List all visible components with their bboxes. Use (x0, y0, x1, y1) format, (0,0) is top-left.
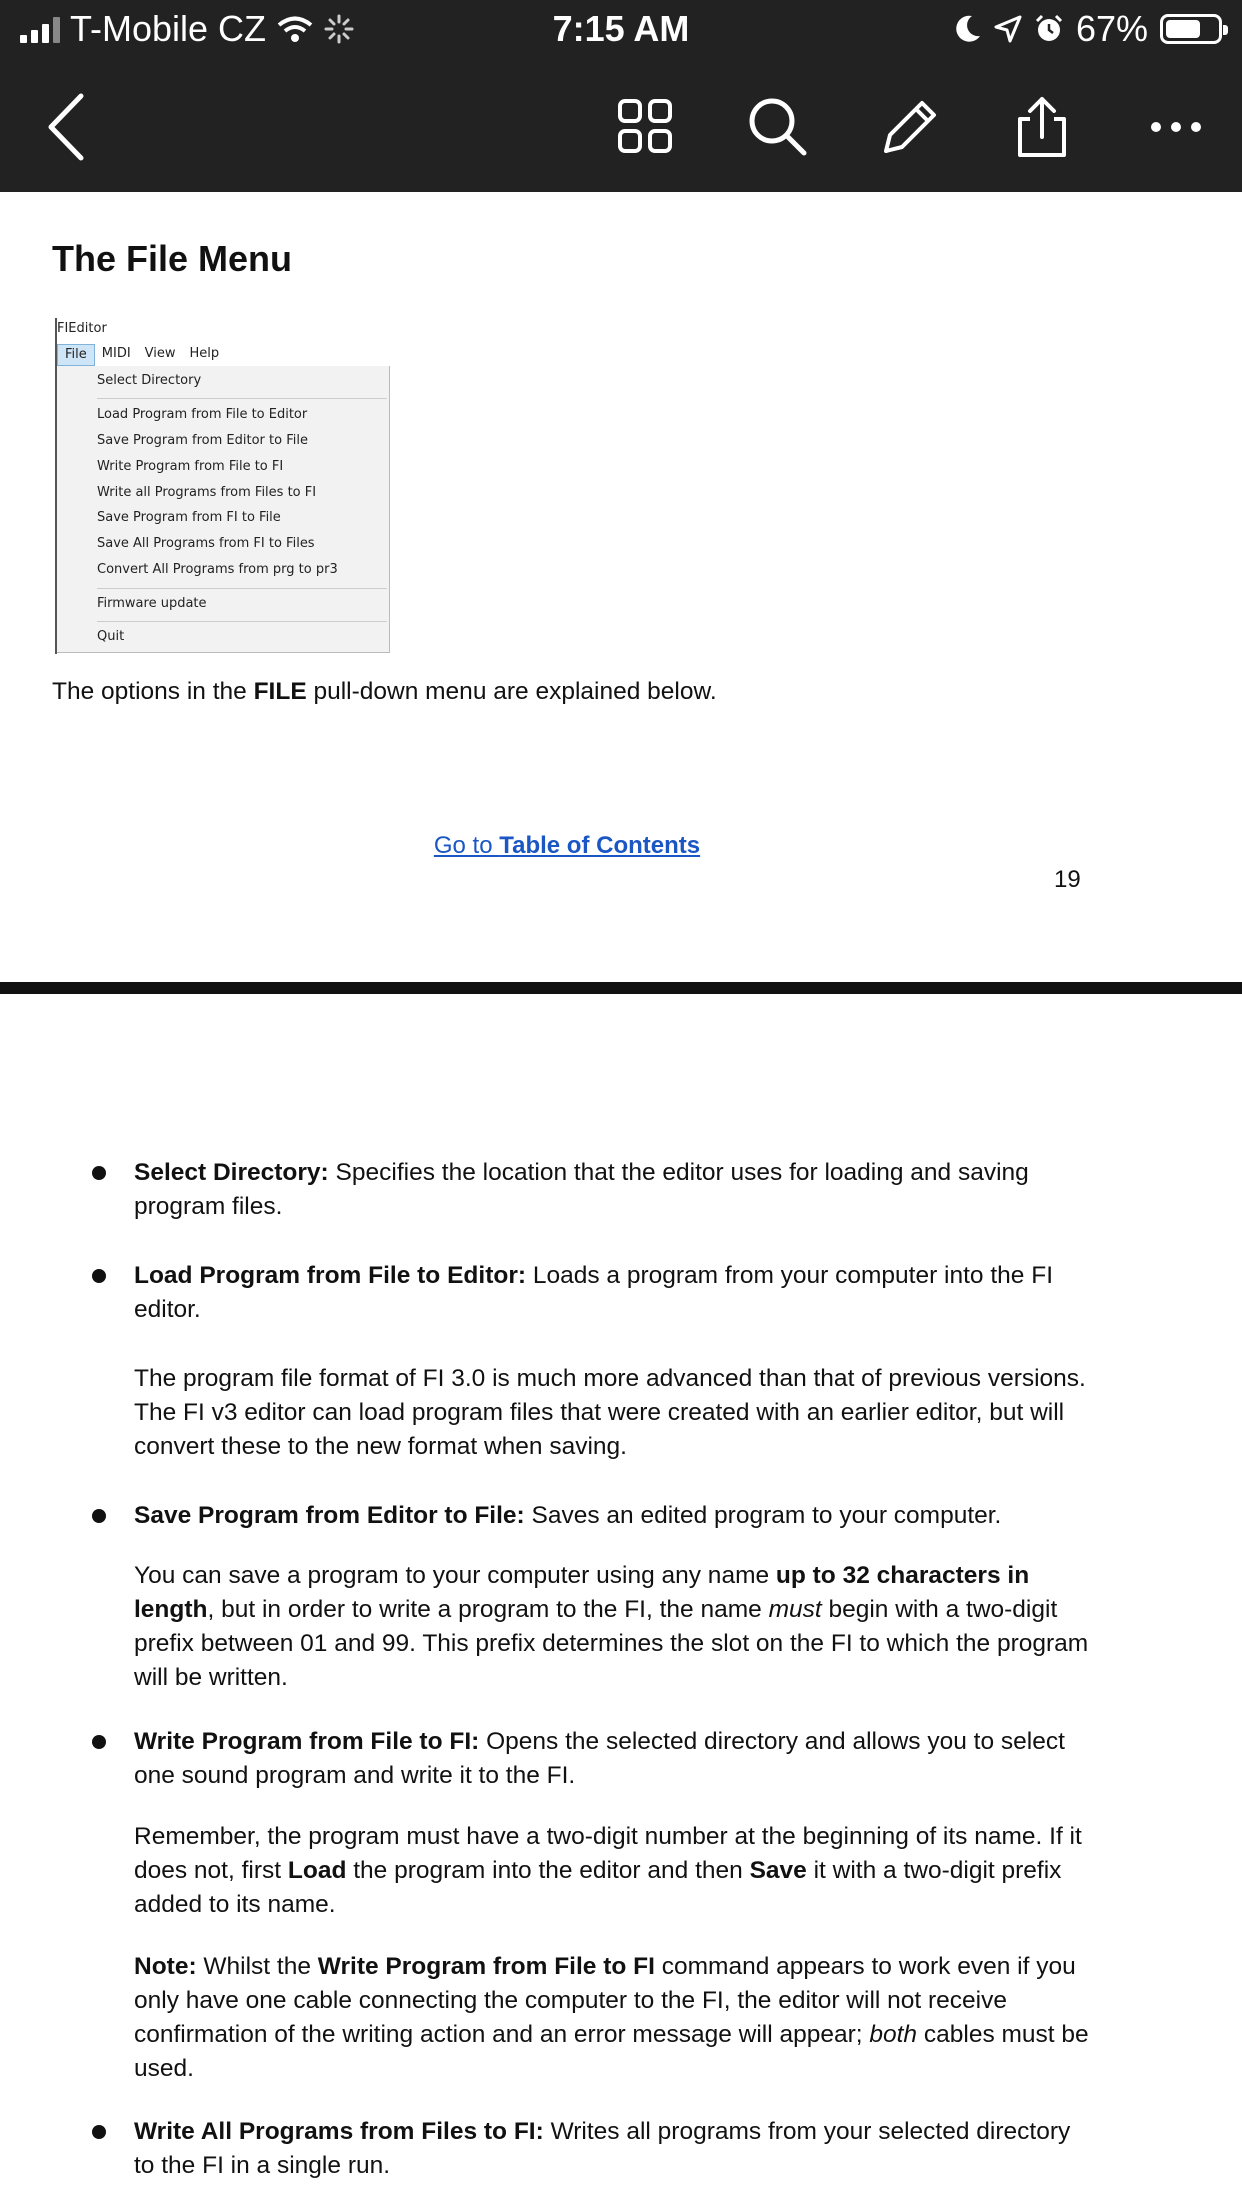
clock: 7:15 AM (552, 8, 690, 49)
search-button[interactable] (738, 87, 818, 167)
annotate-button[interactable] (870, 87, 950, 167)
note-label: Note: (134, 1953, 197, 1980)
battery-icon (1160, 14, 1222, 44)
menu-separator (97, 621, 387, 622)
menu-item: Firmware update (97, 596, 207, 611)
page-separator (0, 982, 1242, 994)
list-item (134, 1156, 1094, 1224)
list-item (134, 1725, 1094, 1793)
item-desc: Specifies the location that the editor uses for loading and saving program files. (134, 1159, 1029, 1220)
file-menu-screenshot (55, 318, 391, 654)
bullet-dot (92, 1509, 106, 1523)
file-dropdown (57, 366, 390, 653)
item-term: Save Program from Editor to File: (134, 1502, 525, 1529)
menu-item: Save All Programs from FI to Files (97, 536, 315, 551)
menu-item: Save Program from Editor to File (97, 433, 308, 448)
toc-link-prefix: Go to (433, 832, 500, 859)
item-desc: Writes all programs from your selected directory to the FI in a single run. (134, 2118, 1071, 2179)
more-icon (1148, 117, 1204, 137)
more-button[interactable] (1136, 87, 1216, 167)
menu-item: Write Program from File to FI (97, 459, 284, 474)
page-number: 19 (1054, 866, 1081, 893)
menu-view: View (144, 346, 176, 361)
para-text: Remember, the program must have a two-digit number at the beginning of its name. If it does not, first (134, 1823, 1082, 1884)
para-text: You can save a program to your computer using any name (134, 1562, 776, 1589)
list-item (134, 1499, 1094, 1533)
menu-item: Write all Programs from Files to FI (97, 485, 317, 500)
para-text: it with a two-digit prefix added to its name. (134, 1857, 1062, 1918)
intro-bold: FILE (253, 678, 307, 705)
intro-text-end: pull-down menu are explained below. (306, 678, 717, 705)
menu-item: Quit (97, 629, 125, 644)
item-term: Load Program from File to Editor: (134, 1262, 527, 1289)
item-desc: Opens the selected directory and allows you to select one sound program and write it to the FI. (134, 1728, 1065, 1789)
menu-file: File (57, 344, 95, 366)
menu-help: Help (189, 346, 220, 361)
status-right (954, 8, 1222, 50)
note-paragraph (134, 1950, 1094, 2086)
bullet-dot (92, 1735, 106, 1749)
bullet-dot (92, 2125, 106, 2139)
list-item (134, 1259, 1094, 1327)
bullet-dot (92, 1269, 106, 1283)
section-heading: The File Menu (52, 238, 293, 279)
para-italic: must (768, 1596, 822, 1623)
para-text: Whilst the (196, 1953, 318, 1980)
menu-separator (97, 588, 387, 589)
intro-paragraph (52, 675, 717, 709)
item-desc: Loads a program from your computer into the FI editor. (134, 1262, 1054, 1323)
pencil-icon (878, 95, 942, 159)
toc-link-bold: Table of Contents (499, 832, 701, 859)
menu-separator (97, 398, 387, 399)
menu-item: Select Directory (97, 373, 202, 388)
item-term: Select Directory: (134, 1159, 329, 1186)
toc-link[interactable] (0, 832, 1134, 860)
list-item-paragraph (134, 1820, 1094, 1922)
menu-item: Load Program from File to Editor (97, 407, 308, 422)
item-term: Write Program from File to FI: (134, 1728, 480, 1755)
bullet-dot (92, 1166, 106, 1180)
list-item (134, 2115, 1094, 2183)
status-bar (0, 0, 1242, 62)
para-text: the program into the editor and then (346, 1857, 750, 1884)
menu-midi: MIDI (101, 346, 131, 361)
menu-item: Convert All Programs from prg to pr3 (97, 562, 338, 577)
thumbnails-button[interactable] (606, 87, 686, 167)
list-item-paragraph (134, 1559, 1094, 1695)
moon-icon (954, 14, 982, 44)
app-title: FIEditor (57, 321, 107, 336)
back-button[interactable] (26, 87, 106, 167)
para-text: begin with a two-digit prefix between 01 and 99. This prefix determines the slot on the FI to which the program will be written. (134, 1596, 1089, 1691)
share-icon (1010, 95, 1074, 159)
menubar (57, 344, 226, 366)
reader-toolbar (0, 62, 1242, 192)
para-text: , but in order to write a program to the FI, the name (207, 1596, 769, 1623)
location-arrow-icon (994, 15, 1022, 43)
para-italic: both (869, 2021, 918, 2048)
para-bold: Save (749, 1857, 807, 1884)
battery-percent: 67% (1075, 8, 1148, 49)
item-term: Write All Programs from Files to FI: (134, 2118, 544, 2145)
alarm-icon (1034, 14, 1064, 44)
intro-text: The options in the (52, 678, 254, 705)
item-desc: Saves an edited program to your computer. (524, 1502, 1002, 1529)
para-bold: Load (287, 1857, 347, 1884)
para-bold: Write Program from File to FI (317, 1953, 655, 1980)
search-icon (746, 95, 810, 159)
carrier-name: T-Mobile CZ (70, 8, 267, 49)
para-text: cables must be used. (134, 2021, 1089, 2082)
battery-fill (1166, 20, 1200, 38)
list-item-paragraph: The program file format of FI 3.0 is much more advanced than that of previous versions. The FI v3 editor can load program files that were created with an earlier editor, but will convert these to the new format when saving. (134, 1365, 1086, 1460)
para-bold: up to 32 characters in length (134, 1562, 1030, 1623)
para-text: command appears to work even if you only have one cable connecting the computer to the FI, the editor will not receive confirmation of the writing action and an error message will appear; (134, 1953, 1076, 2048)
menu-item: Save Program from FI to File (97, 510, 281, 525)
grid-icon (616, 97, 676, 157)
share-button[interactable] (1002, 87, 1082, 167)
back-icon (41, 92, 91, 162)
